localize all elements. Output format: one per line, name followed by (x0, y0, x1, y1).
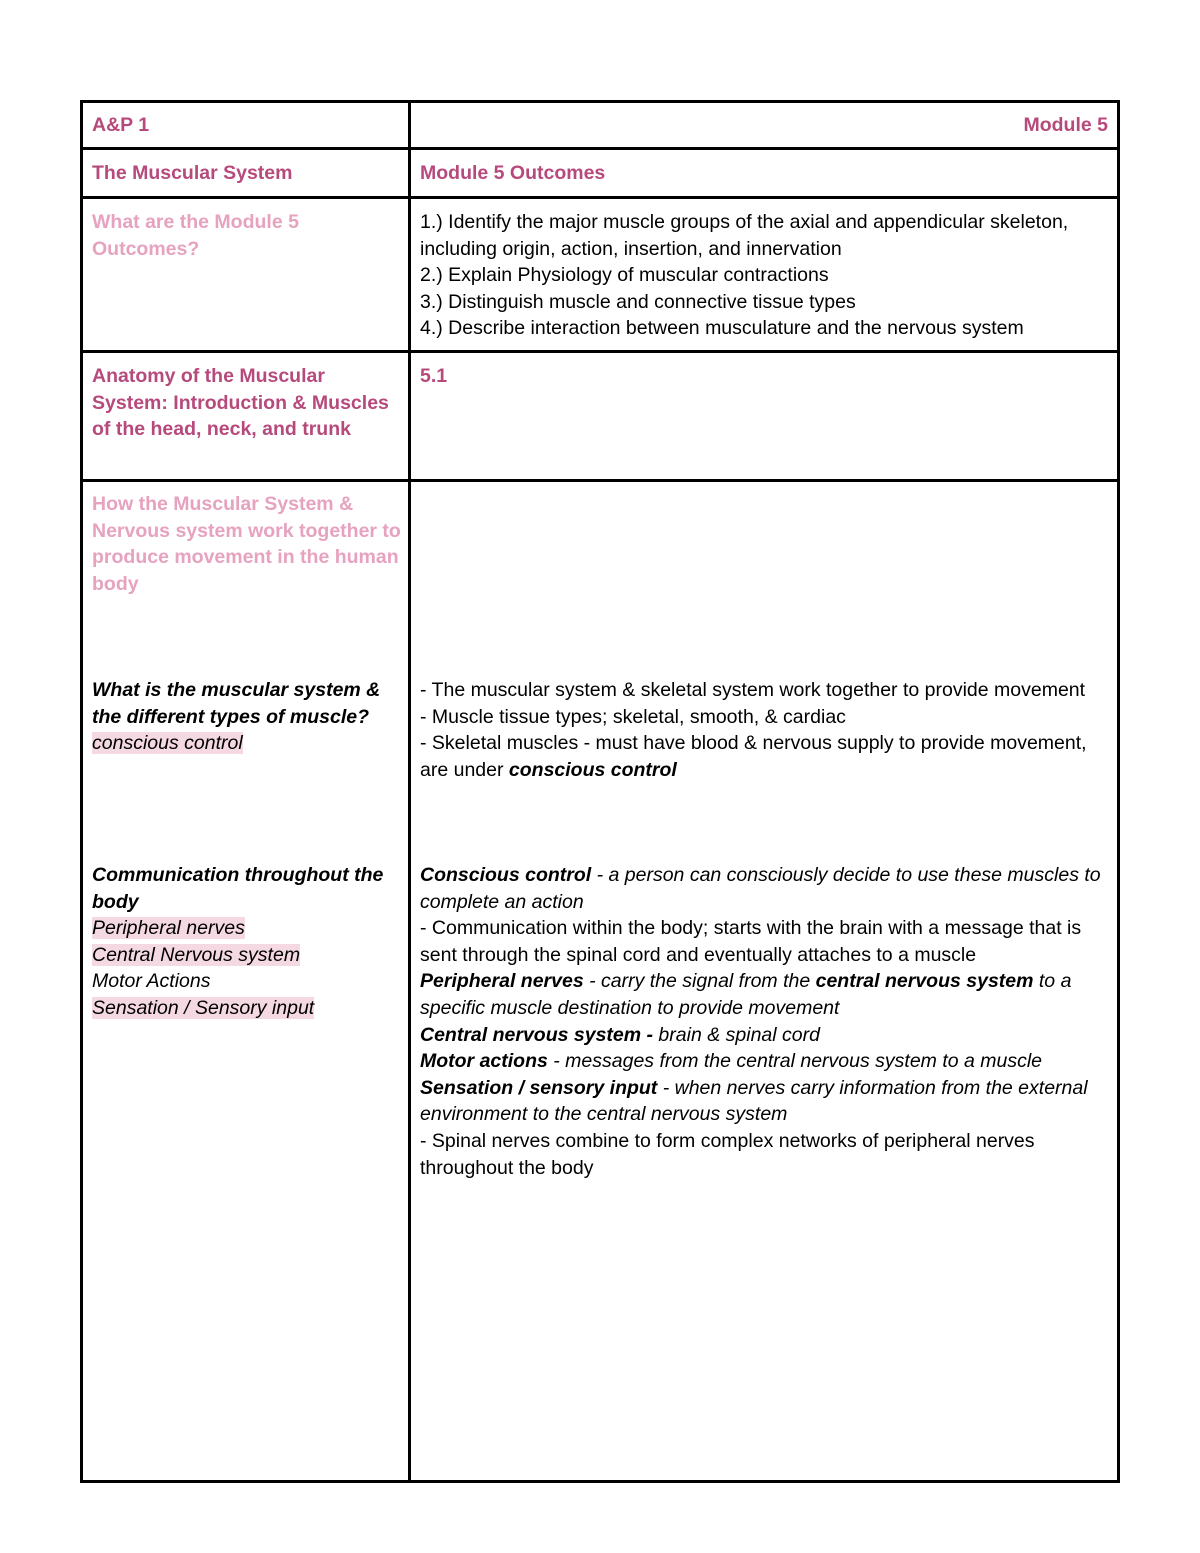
section-number: 5.1 (420, 365, 448, 387)
notes-block-1 (420, 677, 1108, 783)
course-title: A&P 1 (92, 114, 150, 136)
cue-term: Peripheral nerves (92, 917, 245, 940)
note-term: conscious control (508, 758, 677, 781)
notes-block-2 (420, 862, 1110, 1181)
cue-term: Central Nervous system (92, 943, 301, 966)
row-divider (80, 147, 1120, 150)
note-line: - Skeletal muscles - must have blood & nervous supply to provide movement, are under conscious control (420, 732, 1087, 781)
section-title-anatomy: Anatomy of the Muscular System: Introduction & Muscles of the head, neck, and trunk (92, 365, 389, 441)
outcomes-list (420, 209, 1110, 342)
note-line: - Muscle tissue types; skeletal, smooth, & cardiac (420, 705, 846, 728)
note-term: Conscious control (420, 864, 592, 886)
module-label: Module 5 (1023, 114, 1108, 136)
cue-term: Motor Actions (92, 970, 211, 993)
topic-title: The Muscular System (92, 162, 293, 184)
row-divider (80, 479, 1120, 482)
row-divider (80, 196, 1120, 199)
outcome-item: 2.) Explain Physiology of muscular contractions (420, 264, 829, 287)
note-line: Motor actions - messages from the central nervous system to a muscle (420, 1050, 1043, 1073)
column-divider (408, 100, 411, 1483)
note-line: - Communication within the body; starts with the brain with a message that is sent through the spinal cord and eventually attaches to a muscle (420, 917, 1082, 966)
note-line: - Spinal nerves combine to form complex networks of peripheral nerves throughout the body (420, 1129, 1035, 1179)
cue-block-2 (92, 862, 397, 1022)
note-term: Sensation / sensory input (420, 1076, 658, 1099)
outcomes-heading: Module 5 Outcomes (420, 162, 606, 184)
note-line: Central nervous system - brain & spinal cord (420, 1023, 820, 1046)
note-line: Conscious control - a person can consciously decide to use these muscles to complete an action (420, 864, 1101, 913)
note-line: - The muscular system & skeletal system work together to provide movement (420, 679, 1086, 701)
note-term: Central nervous system - (420, 1023, 654, 1046)
outcome-item: 1.) Identify the major muscle groups of the axial and appendicular skeleton, including origin, action, insertion, and innervation (420, 211, 1069, 260)
outcome-item: 3.) Distinguish muscle and connective tissue types (420, 290, 856, 313)
cue-question: What is the muscular system & the different types of muscle? (92, 679, 381, 728)
cue-term: Sensation / Sensory input (92, 996, 315, 1019)
row-divider (80, 350, 1120, 353)
note-line: Sensation / sensory input - when nerves carry information from the external environment to the central nervous system (420, 1076, 1088, 1126)
cue-block-1 (92, 677, 397, 757)
outcome-item: 4.) Describe interaction between musculature and the nervous system (420, 317, 1024, 340)
cue-question: Communication throughout the body (92, 864, 384, 913)
cue-term: conscious control (92, 732, 243, 755)
note-term: central nervous system (815, 970, 1034, 993)
section-title-muscular-nervous: How the Muscular System & Nervous system work together to produce movement in the human body (92, 493, 401, 595)
note-line: Peripheral nerves - carry the signal from the central nervous system to a specific muscle destination to provide movement (420, 970, 1072, 1019)
note-term: Peripheral nerves (420, 970, 584, 993)
outcomes-question: What are the Module 5 Outcomes? (92, 211, 299, 260)
note-term: Motor actions (420, 1050, 548, 1073)
